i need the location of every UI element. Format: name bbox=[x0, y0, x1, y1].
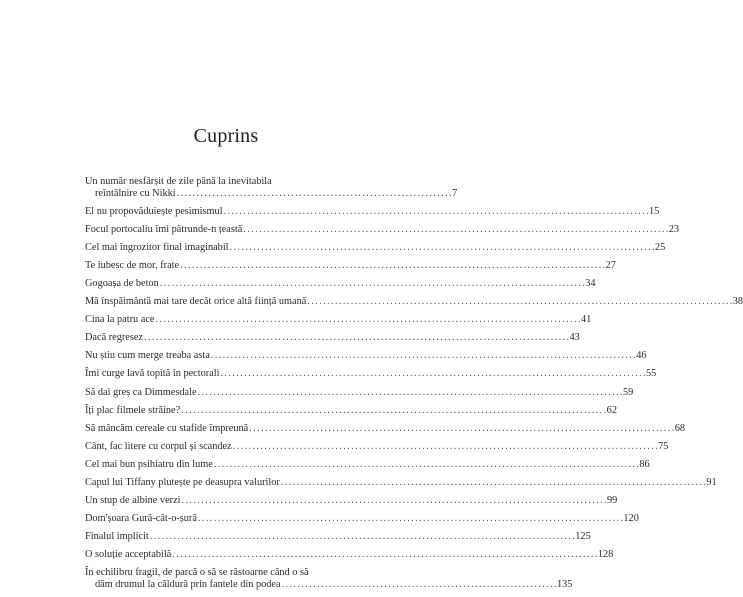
table-of-contents bbox=[85, 176, 743, 597]
toc-page-number: 25 bbox=[655, 242, 666, 254]
toc-page-number: 15 bbox=[649, 206, 660, 218]
toc-page-number: 99 bbox=[606, 494, 618, 506]
toc-entry bbox=[85, 206, 660, 218]
toc-entry-title: Nu știu cum merge treaba asta bbox=[85, 350, 210, 362]
toc-page-number: 27 bbox=[605, 260, 616, 272]
dot-leader bbox=[198, 387, 622, 399]
toc-entry-title: Cina la patru ace bbox=[85, 314, 155, 326]
dot-leader bbox=[224, 206, 648, 218]
toc-entry-title: Îmi curge lavă topită în pectorali bbox=[85, 368, 220, 380]
toc-entry bbox=[85, 314, 592, 326]
toc-entry bbox=[85, 422, 686, 435]
toc-entry bbox=[85, 512, 639, 525]
toc-entry-title: Finalul implicit bbox=[85, 530, 149, 542]
toc-entry-title: Cânt, fac litere cu corpul și scandez bbox=[85, 440, 232, 452]
toc-entry bbox=[85, 476, 717, 489]
toc-entry bbox=[85, 440, 669, 453]
page-title: Cuprins bbox=[193, 125, 259, 147]
toc-entry-title: Să mâncăm cereale cu stafide împreună bbox=[85, 422, 249, 434]
toc-entry bbox=[85, 350, 647, 362]
dot-leader bbox=[150, 531, 574, 543]
toc-entry bbox=[85, 176, 458, 200]
toc-entry bbox=[85, 368, 657, 380]
dot-leader bbox=[220, 368, 644, 380]
toc-page-number: 62 bbox=[606, 404, 617, 416]
dot-leader bbox=[230, 242, 654, 254]
toc-entry-title: Îți plac filmele străine? bbox=[85, 404, 181, 416]
dot-leader bbox=[249, 423, 673, 435]
toc-entry-title: Mă înspăimântă mai tare decât orice altă ființă umană bbox=[85, 296, 307, 308]
dot-leader bbox=[233, 441, 657, 453]
toc-page-number: 86 bbox=[639, 458, 650, 470]
dot-leader bbox=[172, 549, 596, 561]
dot-leader bbox=[160, 278, 584, 290]
dot-leader: . . . . . . . . . . . . . . . . . . . . . . . . . . . . . . . . . . . . . . . . . . . . . . . . . . . . . . . . . . . . . . . . . . . . . . bbox=[176, 188, 452, 199]
toc-page-number: 125 bbox=[575, 530, 591, 542]
toc-entry-title: Un număr nesfârșit de zile până la inevitabila bbox=[85, 176, 272, 187]
toc-page-number: 41 bbox=[580, 314, 592, 326]
toc-entry bbox=[85, 566, 573, 591]
toc-page-number: 46 bbox=[636, 350, 647, 362]
toc-page-number: 91 bbox=[706, 476, 717, 488]
dot-leader bbox=[307, 296, 731, 308]
dot-leader bbox=[180, 260, 604, 272]
toc-entry-title: Gogoașa de beton bbox=[85, 278, 159, 290]
toc-entry bbox=[85, 260, 616, 272]
toc-entry bbox=[85, 458, 650, 471]
toc-page-number: 59 bbox=[622, 386, 634, 398]
dot-leader bbox=[243, 224, 667, 236]
toc-page-number: 135 bbox=[556, 578, 573, 590]
toc-entry-title: Te iubesc de mor, frate bbox=[85, 260, 180, 272]
toc-entry bbox=[85, 278, 596, 290]
toc-entry-title: Cel mai îngrozitor final imaginabil bbox=[85, 242, 229, 254]
toc-entry bbox=[85, 332, 580, 344]
dot-leader bbox=[198, 513, 622, 525]
toc-entry bbox=[85, 494, 618, 507]
toc-page-number: 23 bbox=[668, 224, 680, 236]
toc-page-number: 128 bbox=[597, 548, 614, 560]
dot-leader bbox=[214, 459, 638, 471]
dot-leader bbox=[181, 405, 605, 417]
toc-entry-title: Focul portocaliu îmi pătrunde-n țeastă bbox=[85, 224, 243, 236]
toc-entry-title-continued: dăm drumul la căldură prin fantele din podea bbox=[95, 578, 281, 590]
toc-entry bbox=[85, 530, 591, 543]
dot-leader: . . . . . . . . . . . . . . . . . . . . . . . . . . . . . . . . . . . . . . . . . . . . . . . . . . . . . . . . . . . . . . . . . . . . . . bbox=[281, 578, 556, 590]
toc-entry bbox=[85, 548, 614, 561]
toc-entry-title: Dacă regresez bbox=[85, 332, 144, 344]
toc-page-number: 55 bbox=[645, 368, 657, 380]
toc-entry-title: Cel mai bun psihiatru din lume bbox=[85, 458, 213, 470]
toc-entry bbox=[85, 242, 666, 254]
toc-page-number: 75 bbox=[658, 440, 669, 452]
toc-entry-title: Să dai greș ca Dimmesdale bbox=[85, 386, 197, 398]
toc-entry-title: În echilibru fragil, de parcă o să se răstoarne când o să bbox=[85, 566, 309, 578]
toc-page-number: 7 bbox=[452, 188, 458, 199]
toc-entry-title-continued: reîntâlnire cu Nikki bbox=[95, 188, 176, 199]
toc-entry bbox=[85, 404, 617, 417]
dot-leader bbox=[211, 350, 635, 362]
toc-page-number: 68 bbox=[674, 422, 686, 434]
toc-entry bbox=[85, 224, 680, 236]
toc-entry-title: Un stup de albine verzi bbox=[85, 494, 181, 506]
toc-entry-title: O soluție acceptabilă bbox=[85, 548, 172, 560]
toc-entry-title: Dom'șoara Gură-cât-o-șură bbox=[85, 512, 197, 524]
dot-leader bbox=[182, 495, 606, 507]
dot-leader bbox=[144, 332, 568, 344]
toc-page-number: 43 bbox=[569, 332, 580, 344]
dot-leader bbox=[155, 314, 579, 326]
toc-page-number: 38 bbox=[732, 296, 743, 308]
dot-leader bbox=[281, 477, 705, 489]
toc-page-number: 120 bbox=[623, 512, 639, 524]
toc-page-number: 34 bbox=[585, 278, 596, 290]
toc-entry bbox=[85, 296, 743, 308]
toc-entry-title: Capul lui Tiffany plutește pe deasupra valurilor bbox=[85, 476, 280, 488]
toc-entry bbox=[85, 386, 634, 399]
toc-entry-title: El nu propovăduiește pesimismul bbox=[85, 206, 223, 218]
